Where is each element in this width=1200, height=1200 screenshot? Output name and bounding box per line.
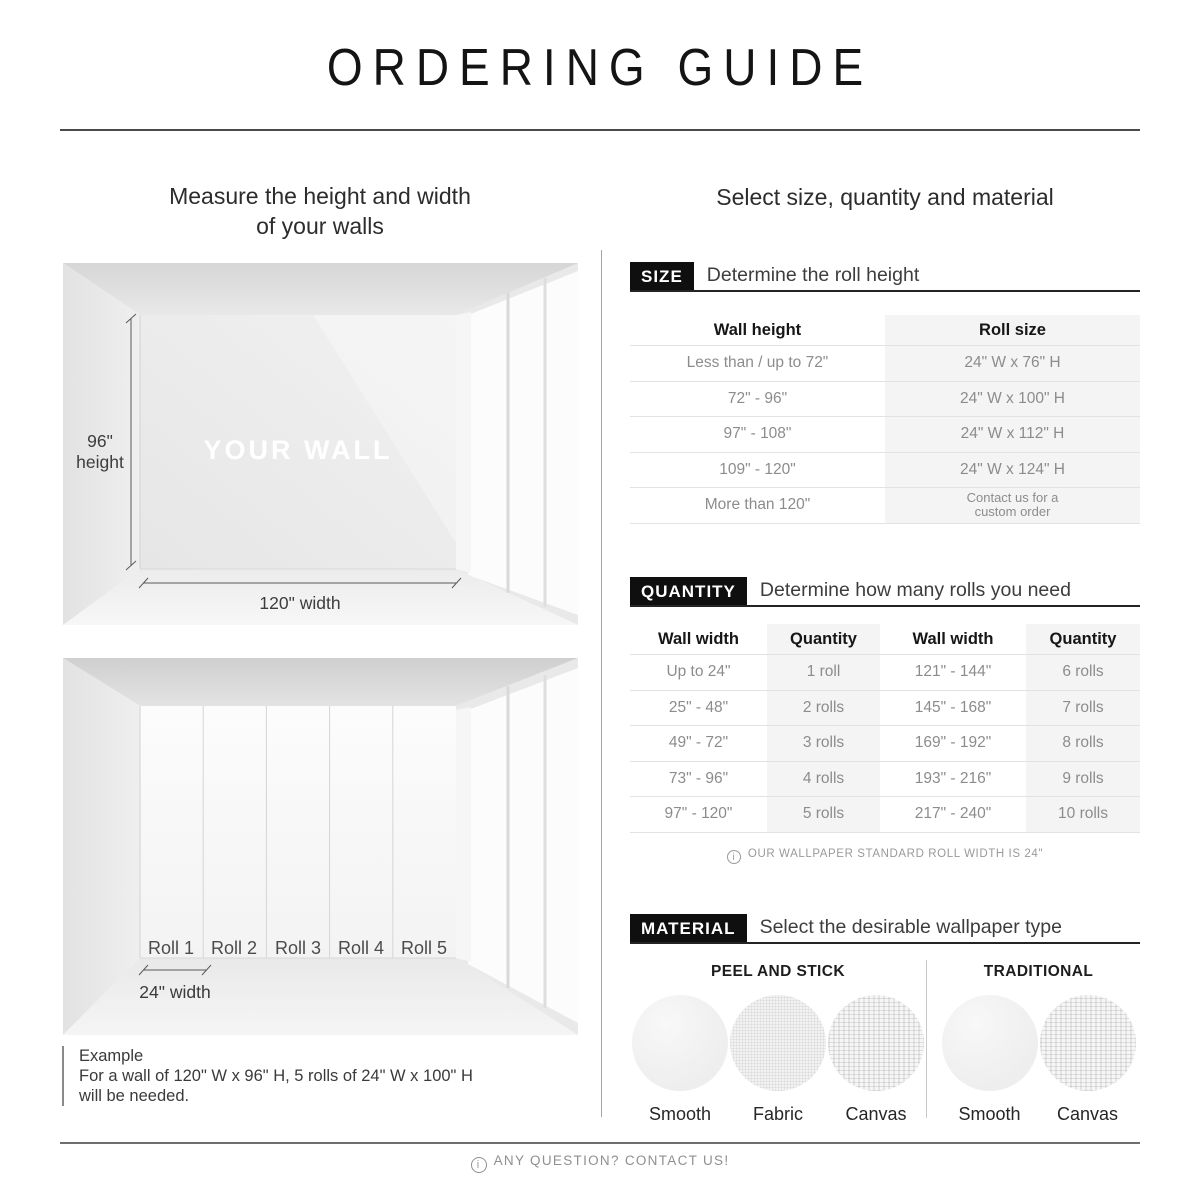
size-row: [630, 382, 1140, 418]
traditional-group: [937, 956, 1140, 1125]
quantity-row: [630, 762, 1140, 798]
size-subtitle: Determine the roll height: [706, 264, 920, 286]
contact-note: [0, 1153, 1200, 1173]
fabric-swatch-icon: [730, 995, 826, 1091]
roll-label: Roll 4: [337, 938, 385, 958]
quantity-table: [630, 624, 1140, 833]
quantity-value: 10 rolls: [1026, 797, 1140, 832]
quantity-label-badge: QUANTITY: [630, 577, 747, 605]
your-wall-label: YOUR WALL: [203, 435, 393, 465]
wall-height-value: 97" - 108": [723, 425, 792, 443]
contact-note-text: ANY QUESTION? CONTACT US!: [493, 1153, 730, 1168]
room-illustration-rolls: [63, 658, 578, 1035]
quantity-value: 7 rolls: [1026, 691, 1140, 726]
size-table: [630, 315, 1140, 524]
traditional-title: TRADITIONAL: [983, 963, 1094, 980]
col-wall-width: Wall width: [912, 629, 994, 648]
col-quantity: Quantity: [767, 624, 880, 654]
size-row: [630, 346, 1140, 382]
peel-and-stick-group: [630, 956, 926, 1125]
wall-width-value: 49" - 72": [668, 734, 729, 752]
room2-window-frame: [456, 707, 471, 962]
material-option-label: Canvas: [845, 1104, 907, 1124]
left-heading-line2: of your walls: [256, 213, 384, 239]
quantity-row: [630, 726, 1140, 762]
quantity-section-header: [630, 577, 1140, 607]
material-option-smooth: [941, 995, 1039, 1125]
custom-order-line2: custom order: [974, 504, 1051, 520]
wall-width-value: 193" - 216": [914, 769, 992, 787]
material-option-label: Canvas: [1056, 1104, 1119, 1124]
wall-width-value: 217" - 240": [914, 805, 992, 823]
material-option-canvas: [827, 995, 925, 1125]
material-option-label: Fabric: [752, 1104, 803, 1124]
example-block: [62, 1046, 587, 1106]
left-heading-line1: Measure the height and width: [169, 183, 471, 209]
smooth-swatch-icon: [942, 995, 1038, 1091]
roll-width-label: 24" width: [139, 982, 211, 1002]
page-title: ORDERING GUIDE: [326, 37, 874, 97]
room2-window: [468, 668, 578, 1023]
quantity-row: [630, 691, 1140, 727]
quantity-value: 6 rolls: [1026, 655, 1140, 690]
footer-divider: [60, 1142, 1140, 1144]
info-icon: i: [727, 850, 741, 864]
canvas-swatch-icon: [1040, 995, 1136, 1091]
wall-height-value: More than 120": [704, 496, 811, 514]
quantity-value: 3 rolls: [767, 726, 880, 761]
roll-label: Roll 2: [210, 938, 258, 958]
material-section-header: [630, 914, 1140, 944]
peel-and-stick-swatches: [631, 995, 925, 1125]
roll-size-value: 24" W x 100" H: [885, 382, 1140, 417]
roll-size-value: 24" W x 112" H: [885, 417, 1140, 452]
size-section-header: [630, 262, 1140, 292]
example-line1: For a wall of 120" W x 96" H, 5 rolls of 24" W x 100" H: [79, 1067, 473, 1085]
material-option-smooth: [631, 995, 729, 1125]
wall-width-value: Up to 24": [666, 663, 731, 681]
quantity-table-header: [630, 624, 1140, 655]
size-table-header: [630, 315, 1140, 346]
traditional-swatches: [941, 995, 1137, 1125]
title-divider: [60, 129, 1140, 131]
quantity-value: 5 rolls: [767, 797, 880, 832]
material-option-fabric: [729, 995, 827, 1125]
size-label-badge: SIZE: [630, 262, 694, 290]
material-options: [630, 956, 1140, 1125]
material-option-canvas: [1039, 995, 1137, 1125]
room1-window: [468, 271, 578, 615]
material-group-divider: [926, 960, 927, 1118]
quantity-row: [630, 655, 1140, 691]
smooth-swatch-icon: [632, 995, 728, 1091]
roll-label: Roll 1: [147, 938, 195, 958]
quantity-value: 4 rolls: [767, 762, 880, 797]
wall-height-value: 72" - 96": [727, 389, 788, 407]
wall-height-value: Less than / up to 72": [686, 354, 829, 372]
material-option-label: Smooth: [958, 1104, 1021, 1124]
height-word-label: height: [76, 452, 124, 472]
size-row: [630, 417, 1140, 453]
size-row: [630, 453, 1140, 489]
quantity-row: [630, 797, 1140, 833]
wall-width-value: 121" - 144": [914, 663, 992, 681]
col-quantity: Quantity: [1026, 624, 1140, 654]
height-value-label: 96": [87, 431, 113, 451]
width-label: 120" width: [259, 593, 341, 613]
room2-svg: [63, 658, 578, 1035]
peel-and-stick-title: PEEL AND STICK: [711, 963, 845, 980]
roll-size-value: [885, 488, 1140, 523]
column-divider: [601, 250, 602, 1117]
material-label-badge: MATERIAL: [630, 914, 747, 942]
custom-order-line1: Contact us for a: [966, 489, 1059, 505]
quantity-value: 2 rolls: [767, 691, 880, 726]
quantity-subtitle: Determine how many rolls you need: [759, 579, 1071, 601]
roll-size-value: 24" W x 124" H: [885, 453, 1140, 488]
wall-width-value: 145" - 168": [914, 698, 992, 716]
material-subtitle: Select the desirable wallpaper type: [759, 916, 1062, 938]
roll-width-note-text: OUR WALLPAPER STANDARD ROLL WIDTH IS 24": [747, 848, 1044, 860]
roll-width-note: [630, 848, 1140, 864]
room1-window-frame: [456, 312, 471, 573]
wall-height-value: 109" - 120": [719, 460, 796, 478]
roll-size-value: 24" W x 76" H: [885, 346, 1140, 381]
quantity-value: 8 rolls: [1026, 726, 1140, 761]
material-option-label: Smooth: [648, 1104, 712, 1124]
wall-width-value: 169" - 192": [914, 734, 992, 752]
example-title: Example: [79, 1047, 144, 1065]
quantity-value: 9 rolls: [1026, 762, 1140, 797]
canvas-swatch-icon: [828, 995, 924, 1091]
room-illustration-measure: [63, 263, 578, 625]
roll-label: Roll 3: [274, 938, 322, 958]
right-column-heading: Select size, quantity and material: [716, 184, 1054, 210]
room2-back-wall: [140, 706, 456, 958]
wall-width-value: 73" - 96": [668, 769, 729, 787]
col-wall-height: Wall height: [713, 320, 802, 339]
info-icon: i: [471, 1157, 487, 1173]
roll-label: Roll 5: [400, 938, 448, 958]
left-column-heading: [60, 181, 580, 241]
size-row: [630, 488, 1140, 524]
room1-svg: [63, 263, 578, 625]
wall-width-value: 97" - 120": [664, 805, 733, 823]
quantity-value: 1 roll: [767, 655, 880, 690]
col-wall-width: Wall width: [658, 629, 739, 648]
wall-width-value: 25" - 48": [668, 698, 729, 716]
example-line2: will be needed.: [79, 1087, 190, 1105]
col-roll-size: Roll size: [885, 315, 1140, 345]
